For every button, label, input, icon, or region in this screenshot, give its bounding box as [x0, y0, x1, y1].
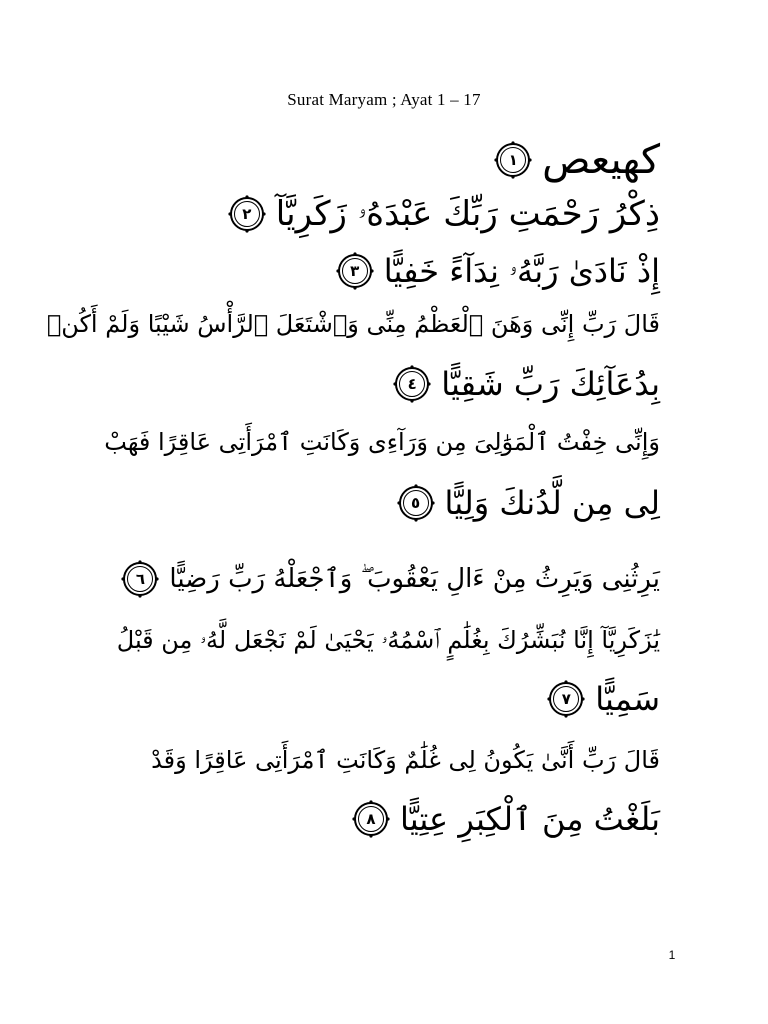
verse-text: وَإِنِّى خِفْتُ ٱلْمَوَٰلِىَ مِن وَرَآءِى وَكَانَتِ ٱمْرَأَتِى عَاقِرًا فَهَبْ — [104, 428, 660, 456]
ayah-number: ٤ — [407, 375, 417, 393]
ayah-end-marker-icon — [121, 560, 159, 598]
verse-text: إِذْ نَادَىٰ رَبَّهُۥ نِدَآءً خَفِيًّا — [383, 252, 660, 290]
ayah-end-marker-icon — [494, 141, 532, 179]
ayah-number: ٧ — [561, 690, 571, 708]
ayah-number: ٢ — [242, 205, 252, 223]
ayah-number: ٦ — [135, 570, 145, 588]
verse-text: سَمِيًّا — [595, 680, 660, 718]
page-title: Surat Maryam ; Ayat 1 – 17 — [287, 90, 481, 109]
ayah-number: ١ — [508, 151, 518, 169]
ayah-number: ٨ — [366, 810, 376, 828]
verse-line-7a — [108, 628, 660, 652]
ayah-end-marker-icon — [393, 365, 431, 403]
verse-line-3 — [336, 252, 660, 290]
ayah-number: ٣ — [350, 262, 360, 280]
verse-text: بَلَغْتُ مِنَ ٱلْكِبَرِ عِتِيًّا — [399, 800, 660, 838]
verse-line-4b — [393, 365, 660, 403]
verse-line-1 — [494, 137, 660, 183]
ayah-end-marker-icon — [336, 252, 374, 290]
ayah-end-marker-icon — [352, 800, 390, 838]
ayah-end-marker-icon — [228, 195, 266, 233]
ayah-number: ٥ — [410, 494, 421, 512]
verse-line-5b — [397, 484, 660, 522]
verse-text: ذِكْرُ رَحْمَتِ رَبِّكَ عَبْدَهُۥ زَكَرِيَّآ — [275, 194, 660, 234]
verse-text: قَالَ رَبِّ إِنِّى وَهَنَ ٱلْعَظْمُ مِنِّى وَٱشْتَعَلَ ٱلرَّأْسُ شَيْبًا وَلَمْ أَكُنۢ — [46, 310, 660, 338]
verse-text: يَرِثُنِى وَيَرِثُ مِنْ ءَالِ يَعْقُوبَ ۖ وَٱجْعَلْهُ رَبِّ رَضِيًّا — [169, 564, 660, 594]
verse-text: لِى مِن لَّدُنكَ وَلِيًّا — [444, 484, 660, 522]
verse-line-5a — [104, 428, 660, 456]
verse-line-8a — [108, 748, 660, 772]
verse-line-7b — [547, 680, 660, 718]
verse-text: يَٰزَكَرِيَّآ إِنَّا نُبَشِّرُكَ بِغُلَٰمٍ ٱسْمُهُۥ يَحْيَىٰ لَمْ نَجْعَل لَّهُۥ مِن قَبْلُ — [116, 626, 660, 654]
ayah-end-marker-icon — [397, 484, 435, 522]
verse-text: قَالَ رَبِّ أَنَّىٰ يَكُونُ لِى غُلَٰمٌ وَكَانَتِ ٱمْرَأَتِى عَاقِرًا وَقَدْ — [151, 746, 660, 774]
page-number: 1 — [668, 948, 676, 962]
verse-line-2 — [228, 195, 660, 233]
verse-line-6 — [121, 560, 660, 598]
verse-line-4a — [46, 310, 660, 338]
ayah-end-marker-icon — [547, 680, 585, 718]
verse-text: كهيعص — [542, 137, 660, 183]
verse-line-8b — [352, 800, 660, 838]
verse-text: بِدُعَآئِكَ رَبِّ شَقِيًّا — [441, 365, 660, 403]
